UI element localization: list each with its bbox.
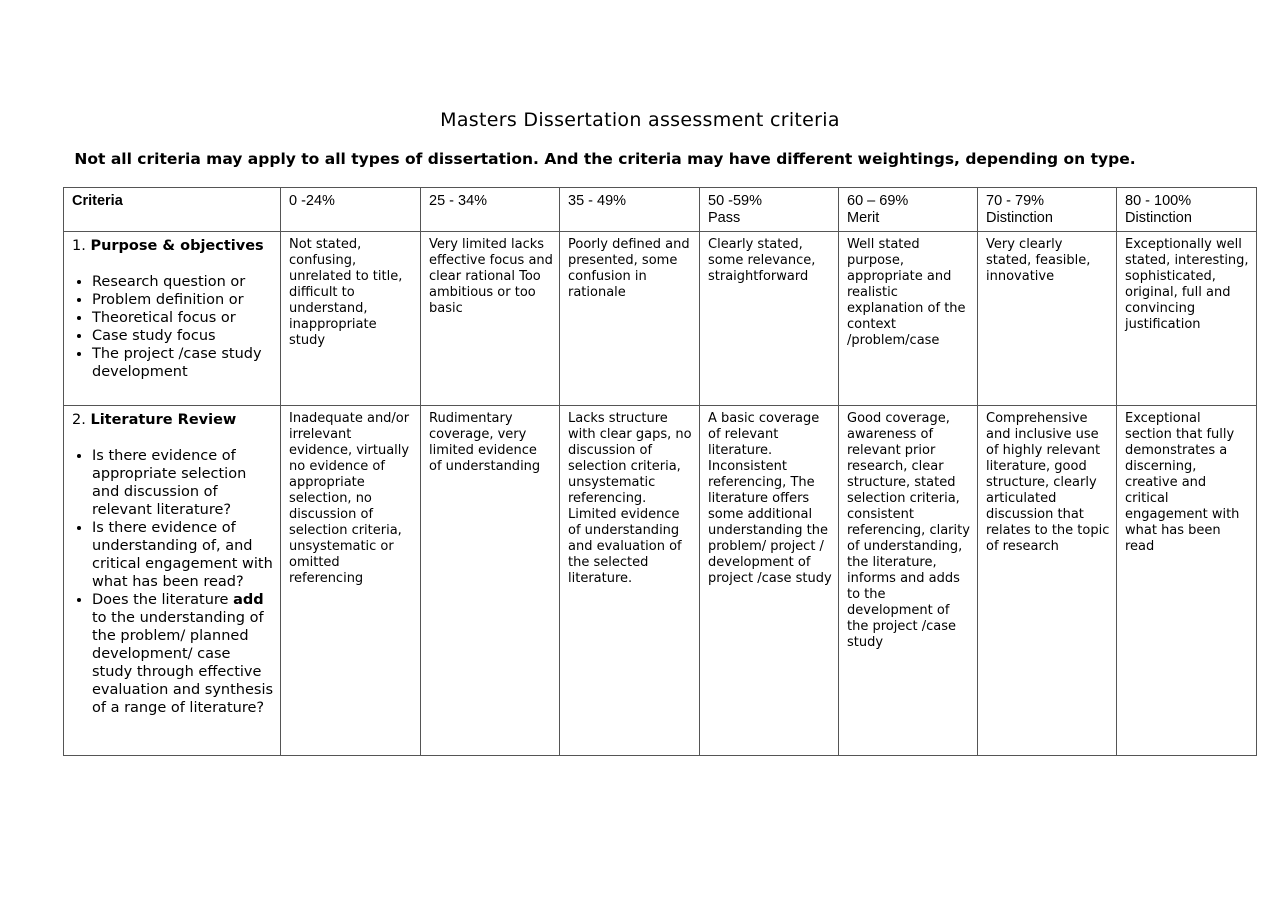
table-row [64, 406, 1257, 756]
criterion-title: Literature Review [90, 412, 237, 428]
header-row [64, 188, 1257, 232]
table-cell: Good coverage, awareness of relevant prior research, clear structure, stated selection criteria, consistent referencing, clarity of understanding, the literature, informs and adds to the development of the project /case study [839, 406, 978, 756]
criterion-title: Purpose & objectives [90, 238, 264, 254]
document-title: Masters Dissertation assessment criteria [440, 109, 840, 131]
list-item: • Case study focus [92, 327, 274, 345]
assessment-criteria-table [63, 187, 1257, 756]
header-band-50-59: 50 -59% Pass [700, 188, 839, 232]
table-cell: Lacks structure with clear gaps, no discussion of selection criteria, unsystematic referencing. Limited evidence of understanding and evaluation of the selected literature. [560, 406, 700, 756]
list-item: • The project /case study development [92, 345, 274, 381]
table-cell: Inadequate and/or irrelevant evidence, virtually no evidence of appropriate selection, no discussion of selection criteria, unsystematic or omitted referencing [281, 406, 421, 756]
criterion-purpose-objectives [64, 232, 281, 406]
list-item: • Does the literature add to the understanding of the problem/ planned development/ case study through effective evaluation and synthesis of a range of literature? [92, 591, 274, 717]
list-item: • Research question or [92, 273, 274, 291]
header-criteria: Criteria [64, 188, 281, 232]
table-cell: Not stated, confusing, unrelated to title, difficult to understand, inappropriate study [281, 232, 421, 406]
header-band-25-34: 25 - 34% [421, 188, 560, 232]
table-cell: Comprehensive and inclusive use of highly relevant literature, good structure, clearly articulated discussion that relates to the topic of research [978, 406, 1117, 756]
header-band-35-49: 35 - 49% [560, 188, 700, 232]
list-item: • Is there evidence of understanding of, and critical engagement with what has been read? [92, 519, 274, 591]
criterion-number: 1. [72, 238, 86, 254]
document-subtitle: Not all criteria may apply to all types of dissertation. And the criteria may have different weightings, depending on type. [74, 150, 1136, 168]
header-band-60-69: 60 – 69% Merit [839, 188, 978, 232]
criterion-number: 2. [72, 412, 86, 428]
list-item: • Theoretical focus or [92, 309, 274, 327]
header-band-80-100: 80 - 100% Distinction [1117, 188, 1257, 232]
criterion-bullets [72, 447, 274, 717]
table-cell: Very limited lacks effective focus and clear rational Too ambitious or too basic [421, 232, 560, 406]
table-cell: Exceptional section that fully demonstrates a discerning, creative and critical engagement with what has been read [1117, 406, 1257, 756]
table-cell: Rudimentary coverage, very limited evidence of understanding [421, 406, 560, 756]
header-band-70-79: 70 - 79% Distinction [978, 188, 1117, 232]
criterion-bullets [72, 273, 274, 381]
table-cell: Clearly stated, some relevance, straightforward [700, 232, 839, 406]
table-cell: A basic coverage of relevant literature. Inconsistent referencing, The literature offers some additional understanding the problem/ project / development of project /case study [700, 406, 839, 756]
table-row [64, 232, 1257, 406]
table-cell: Very clearly stated, feasible, innovative [978, 232, 1117, 406]
header-band-0-24: 0 -24% [281, 188, 421, 232]
list-item: • Is there evidence of appropriate selection and discussion of relevant literature? [92, 447, 274, 519]
list-item: • Problem definition or [92, 291, 274, 309]
table-cell: Exceptionally well stated, interesting, sophisticated, original, full and convincing justification [1117, 232, 1257, 406]
table-cell: Poorly defined and presented, some confusion in rationale [560, 232, 700, 406]
table-cell: Well stated purpose, appropriate and realistic explanation of the context /problem/case [839, 232, 978, 406]
criterion-literature-review [64, 406, 281, 756]
